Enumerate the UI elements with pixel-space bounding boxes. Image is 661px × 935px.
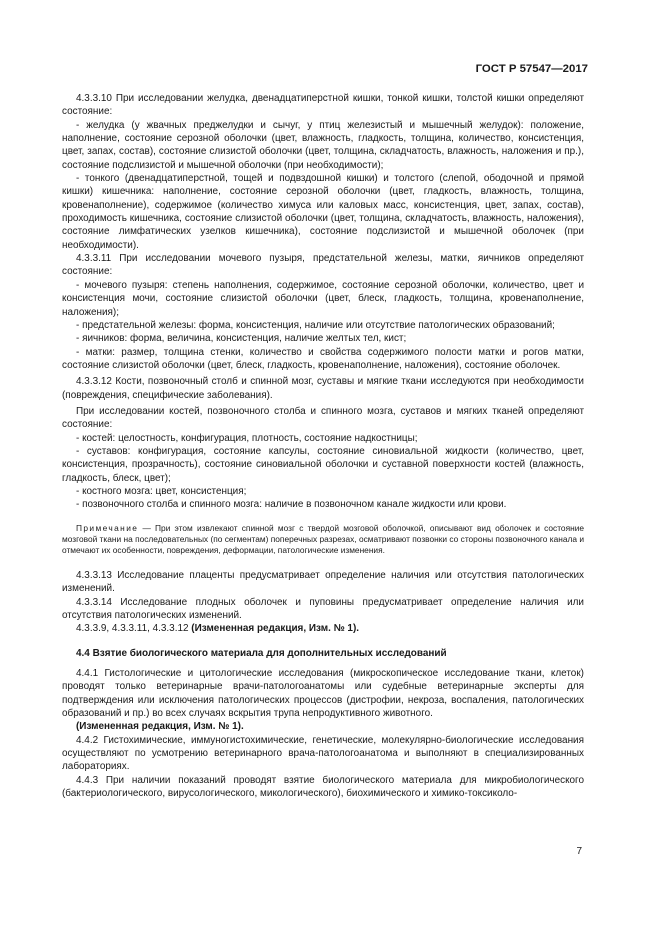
note-label: Примечание xyxy=(76,522,139,533)
paragraph: 4.3.3.12 Кости, позвоночный столб и спинной мозг, суставы и мягкие ткани исследуются при необходимости (повреждения, специфические заболевания). xyxy=(62,376,584,401)
paragraph: 4.4.3 При наличии показаний проводят взятие биологического материала для микробиологического (бактериологического, вирусологического, микологического), биохимического и химико-токсиколо- xyxy=(62,774,584,800)
page-number: 7 xyxy=(576,846,582,857)
amendment-line xyxy=(62,622,584,635)
paragraph: 4.3.3.14 Исследование плодных оболочек и пуповины предусматривает определение наличия или отсутствия патологических изменений. xyxy=(62,596,584,621)
list-item: - яичников: форма, величина, консистенция, наличие желтых тел, кист; xyxy=(76,333,407,345)
clause-refs: 4.3.3.9, 4.3.3.11, 4.3.3.12 xyxy=(76,623,192,635)
paragraph: 4.4.2 Гистохимические, иммуногистохимические, генетические, молекулярно-биологические исследования осуществляют по усмотрению ветеринарного врача-патологоанатома и выполняют в специализированных лабораториях. xyxy=(62,734,584,773)
note-text: — При этом извлекают спинной мозг с твердой мозговой оболочкой, описывают вид оболочек и состояние мозговой ткани на последовательных (по сегментам) поперечных разрезах, осматривают позвонки со стороны позвоночного канала и отмечают их особенности, повреждения, деформации, патологические изменения. xyxy=(62,522,584,555)
document-header: ГОСТ Р 57547—2017 xyxy=(475,63,588,75)
list-item: - предстательной железы: форма, консистенция, наличие или отсутствие патологических образований; xyxy=(76,319,555,331)
amendment-note: (Измененная редакция, Изм. № 1). xyxy=(191,623,360,635)
paragraph: 4.3.3.10 При исследовании желудка, двенадцатиперстной кишки, тонкой кишки, толстой кишки определяют состояние: xyxy=(62,93,584,118)
section-heading: 4.4 Взятие биологического материала для дополнительных исследований xyxy=(76,647,447,659)
amendment-note: (Измененная редакция, Изм. № 1). xyxy=(76,721,244,733)
document-body xyxy=(62,92,584,800)
list-item: - позвоночного столба и спинного мозга: наличие в позвоночном канале жидкости или крови. xyxy=(76,499,507,511)
paragraph: При исследовании костей, позвоночного столба и спинного мозга, суставов и мягких тканей определяют состояние: xyxy=(62,405,584,431)
list-item: - матки: размер, толщина стенки, количество и свойства содержимого полости матки и рогов матки, состояние слизистой оболочки (цвет, блеск, гладкость, кровенаполнение, наложения), состояние оболочек. xyxy=(62,346,584,371)
list-item: - мочевого пузыря: степень наполнения, содержимое, состояние серозной оболочки, количество, цвет и консистенция мочи, состояние слизистой оболочки (цвет, блеск, гладкость, толщина, кровенаполнение, наложения); xyxy=(62,279,584,318)
note xyxy=(62,523,584,556)
list-item: - тонкого (двенадцатиперстной, тощей и подвздошной кишки) и толстого (слепой, ободочной и прямой кишки) кишечника: наполнение, состояние серозной оболочки (цвет, гладкость, влажность, толщина, кровенаполнение), содержимое (количество химуса или каловых масс, консистенция, цвет, запах, состав), проходимость кишечника, состояние слизистой оболочки (цвет, толщина, складчатость, влажность, наложения), состояние лимфатических узелков кишечника), состояние подслизистой и мышечной оболочек (при необходимости). xyxy=(62,173,584,251)
list-item: - костей: целостность, конфигурация, плотность, состояние надкостницы; xyxy=(76,432,418,444)
paragraph: 4.4.1 Гистологические и цитологические исследования (микроскопическое исследование ткани, клеток) проводят только ветеринарные врачи-патологоанатомы или судебные ветеринарные эксперты для подтверждения или исключения патологических процессов (дистрофии, некроза, воспаления, патологических образований и пр.) во всех случаях вскрытия трупа непродуктивного животного. xyxy=(62,668,584,720)
paragraph: 4.3.3.11 При исследовании мочевого пузыря, предстательной железы, матки, яичников определяют состояние: xyxy=(62,253,584,278)
paragraph: 4.3.3.13 Исследование плаценты предусматривает определение наличия или отсутствия патологических изменений. xyxy=(62,569,584,595)
list-item: - костного мозга: цвет, консистенция; xyxy=(76,485,247,497)
list-item: - суставов: конфигурация, состояние капсулы, состояние синовиальной жидкости (количество, цвет, консистенция, прозрачность), состояние синовиальной оболочки и суставной поверхности костей (влажность, гладкость, блеск, цвет); xyxy=(62,445,584,484)
list-item: - желудка (у жвачных преджелудки и сычуг, у птиц железистый и мышечный желудок): положение, наполнение, состояние серозной оболочки (цвет, влажность, гладкость, толщина, количество, консистенция, цвет, запах, состав), состояние слизистой оболочки (цвет, толщина, складчатость, влажность, наложения и пр.), состояние подслизистой и мышечной оболочки (при необходимости); xyxy=(62,119,584,171)
